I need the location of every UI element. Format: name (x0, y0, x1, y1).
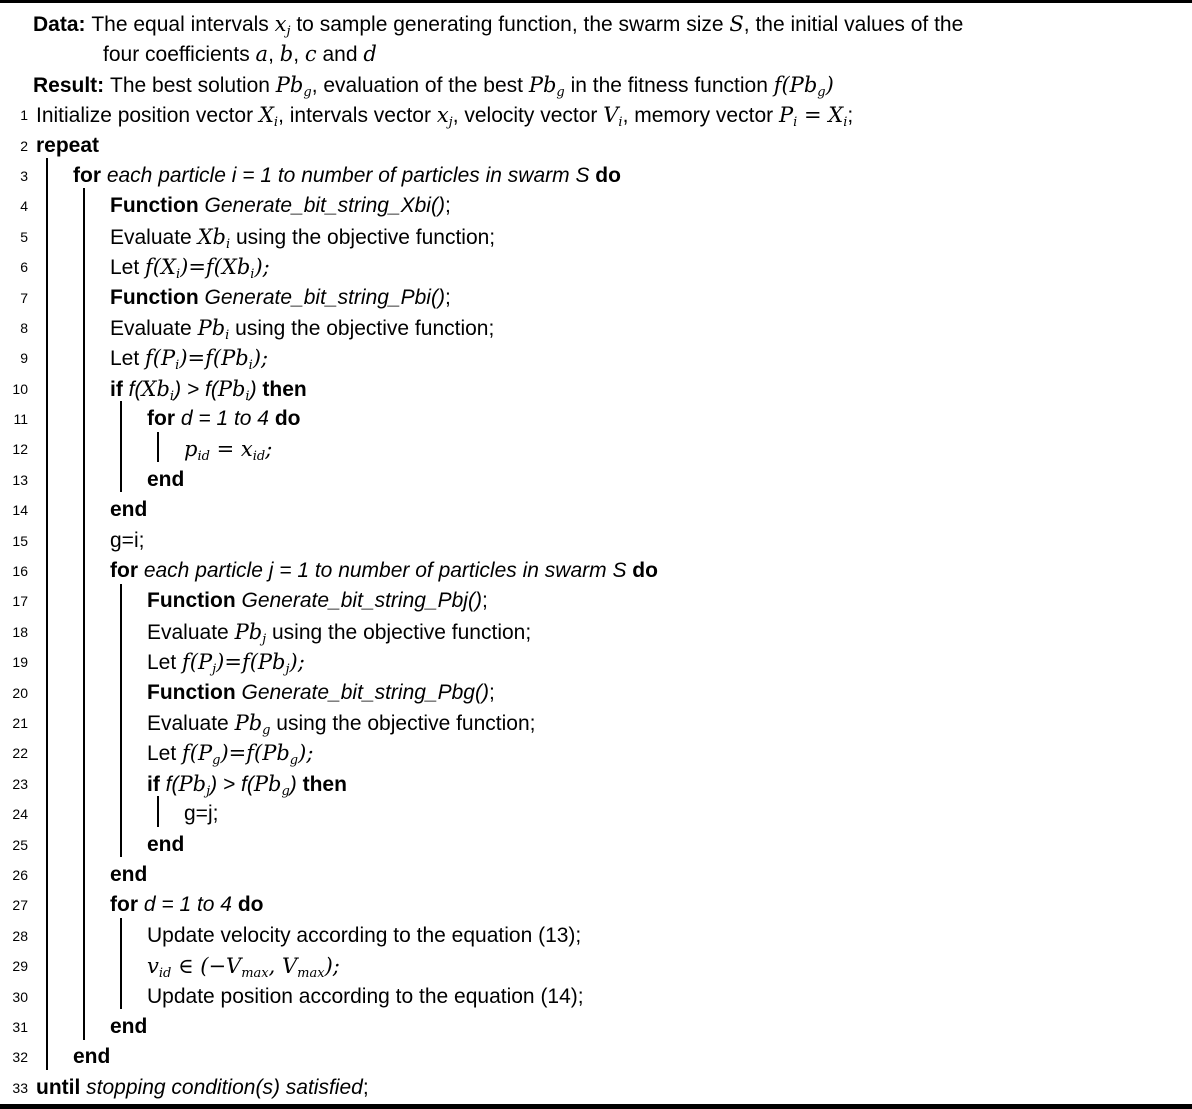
algorithm-line-33 (0, 1073, 1192, 1103)
algorithm-line-21 (0, 708, 1192, 738)
line-number: 30 (12, 988, 28, 1005)
line-number: 31 (12, 1018, 28, 1035)
algorithm-line-12 (0, 434, 1192, 464)
math: S (729, 12, 744, 36)
math: b (279, 42, 294, 67)
text: ; (488, 680, 495, 704)
algorithm-line-5 (0, 222, 1192, 252)
math-subscript: i (175, 358, 180, 374)
line-content (0, 586, 1192, 616)
text: ; (444, 285, 451, 309)
math: Pb (234, 619, 263, 644)
math: d (363, 42, 377, 67)
algorithm-line-7 (0, 283, 1192, 313)
math-subscript: i (225, 327, 230, 343)
math: ) (825, 72, 834, 97)
line-number: 33 (12, 1079, 28, 1096)
math: )=f(Xb (180, 255, 251, 280)
math: ; (265, 437, 273, 462)
keyword: Function (110, 194, 205, 218)
math-subscript: id (197, 449, 210, 465)
math: Pb (275, 72, 304, 97)
math: ∈ (−V (171, 954, 242, 979)
algorithm-line-10 (0, 374, 1192, 404)
line-content (0, 495, 1192, 525)
algorithm-line-23 (0, 769, 1192, 799)
keyword: end (147, 467, 185, 491)
math-subscript: i (169, 388, 175, 404)
text: The equal intervals (91, 13, 275, 36)
keyword: if (147, 772, 166, 796)
math: ); (254, 255, 270, 280)
line-content (0, 921, 1192, 951)
block-rule (120, 584, 122, 858)
line-number: 4 (20, 198, 28, 215)
line-content (0, 769, 1192, 799)
math: P (778, 103, 794, 128)
block-rule (120, 918, 122, 1009)
text: , memory vector (622, 104, 779, 128)
line-number: 14 (12, 502, 28, 519)
math-subscript: g (262, 722, 271, 738)
math: ); (252, 346, 269, 371)
keyword: do (595, 163, 621, 187)
algorithm-line-22 (0, 738, 1192, 768)
text: and (316, 43, 364, 67)
line-number: 16 (12, 563, 28, 580)
math-subscript: j (262, 631, 267, 647)
math-subscript: i (225, 236, 231, 252)
text: Let (147, 651, 183, 675)
math: ); (289, 650, 305, 675)
line-content (0, 647, 1192, 677)
line-content (0, 1042, 1192, 1072)
keyword: repeat (36, 133, 100, 157)
math: Pb (528, 72, 557, 97)
algorithm-line-2 (0, 131, 1192, 161)
italic-text: stopping condition(s) satisfied (86, 1075, 363, 1099)
algorithm-line-30 (0, 982, 1192, 1012)
line-number: 23 (12, 775, 28, 792)
header-line-3 (0, 70, 1192, 100)
math-subscript: id (158, 966, 172, 982)
algorithm-line-6 (0, 252, 1192, 282)
math-subscript: g (817, 84, 826, 100)
math-subscript: j (448, 115, 453, 131)
line-content (0, 161, 1192, 191)
math: ); (324, 954, 340, 979)
text: The best solution (110, 73, 276, 97)
algorithm-line-20 (0, 678, 1192, 708)
keyword: do (632, 559, 658, 583)
line-number: 6 (20, 259, 28, 276)
algorithm-line-32 (0, 1042, 1192, 1072)
keyword: Data: (33, 13, 92, 36)
line-number: 27 (12, 897, 28, 914)
line-content (0, 982, 1192, 1012)
keyword: end (110, 1014, 148, 1038)
math-subscript: i (273, 115, 279, 131)
math: f(P (182, 741, 213, 766)
math-subscript: i (793, 115, 798, 131)
text: , intervals vector (278, 104, 437, 128)
math: Pb (234, 710, 263, 735)
algorithm-line-13 (0, 465, 1192, 495)
math: )=f(Pb (220, 741, 290, 766)
keyword: then (262, 377, 307, 401)
line-number: 29 (12, 958, 28, 975)
line-content (0, 434, 1192, 464)
keyword: Result: (33, 73, 111, 97)
text: , the initial values of the (743, 13, 964, 36)
text: Update position according to the equation (14); (147, 984, 584, 1008)
algorithm-line-1 (0, 100, 1192, 130)
math: Xb (141, 376, 170, 401)
keyword: until (36, 1075, 87, 1099)
algorithm-line-16 (0, 556, 1192, 586)
math-subscript: i (248, 358, 253, 374)
text: Initialize position vector (36, 104, 259, 128)
math: f(Pb (773, 72, 818, 97)
math: Xb (197, 224, 226, 249)
line-content (0, 191, 1192, 221)
algorithm-line-14 (0, 495, 1192, 525)
math: p (184, 437, 198, 462)
line-content (0, 951, 1192, 981)
algorithm-line-17 (0, 586, 1192, 616)
algorithm-rows (0, 3, 1192, 1103)
block-rule (157, 796, 159, 826)
text: , velocity vector (452, 104, 604, 128)
math-subscript: max (297, 966, 325, 982)
italic-text: ) > f( (210, 772, 254, 796)
math: = x (209, 437, 253, 462)
math-subscript: g (303, 84, 312, 100)
italic-text: d = 1 to 4 (143, 893, 238, 917)
math: , V (268, 954, 298, 979)
bottom-rule (0, 1104, 1192, 1109)
italic-text: ) (289, 772, 303, 796)
text: ; (481, 589, 488, 613)
text: Let (147, 742, 183, 766)
keyword: Function (147, 680, 242, 704)
algorithm-line-4 (0, 191, 1192, 221)
math-subscript: g (289, 753, 299, 769)
line-number: 5 (20, 228, 28, 245)
italic-text: ) > f( (174, 377, 218, 401)
line-number: 20 (12, 684, 28, 701)
header-line-1 (0, 9, 1192, 39)
line-number: 18 (12, 623, 28, 640)
italic-text: d = 1 to 4 (180, 407, 275, 431)
keyword: end (110, 498, 148, 522)
line-number: 3 (20, 167, 28, 184)
math-subscript: j (212, 662, 217, 678)
keyword: for (110, 559, 144, 583)
line-content (0, 343, 1192, 373)
line-number: 24 (12, 806, 28, 823)
math-subscript: g (556, 84, 565, 100)
text: ; (362, 1075, 369, 1099)
algorithm-line-8 (0, 313, 1192, 343)
header-line-content (0, 70, 1192, 100)
line-content (0, 100, 1192, 130)
algorithm-line-11 (0, 404, 1192, 434)
keyword: for (110, 893, 144, 917)
line-content (0, 617, 1192, 647)
line-content (0, 830, 1192, 860)
header-line-content (0, 9, 1192, 39)
header-line-2 (0, 39, 1192, 69)
text: Evaluate (147, 620, 235, 644)
line-content (0, 526, 1192, 556)
algorithm-line-25 (0, 830, 1192, 860)
italic-text: f( (165, 772, 179, 796)
math: x (436, 103, 449, 128)
math: a (255, 42, 269, 67)
line-number: 15 (12, 532, 28, 549)
math: )=f(Pb (179, 346, 249, 371)
line-number: 2 (20, 137, 28, 154)
math: Pb (197, 315, 226, 340)
math: f(X (145, 255, 176, 280)
line-number: 7 (20, 289, 28, 306)
italic-text: each particle j = 1 to number of particles in swarm S (143, 559, 633, 583)
italic-text: Generate_bit_string_Pbj() (241, 589, 482, 613)
block-rule (46, 158, 48, 1070)
line-number: 21 (12, 714, 28, 731)
line-number: 26 (12, 866, 28, 883)
math: )=f(Pb (216, 650, 286, 675)
text: g=j; (184, 802, 219, 826)
math: Pb (253, 771, 282, 796)
text: using the objective function; (230, 225, 496, 249)
math: f(P (182, 650, 213, 675)
keyword: end (147, 832, 185, 856)
keyword: then (302, 772, 347, 796)
algorithm-line-15 (0, 526, 1192, 556)
block-rule (157, 432, 159, 462)
line-number: 9 (20, 350, 28, 367)
math-subscript: g (281, 783, 290, 799)
keyword: do (274, 407, 301, 431)
keyword: for (73, 163, 107, 187)
text: Let (110, 347, 146, 371)
line-content (0, 1073, 1192, 1103)
line-content (0, 860, 1192, 890)
math-subscript: max (241, 966, 269, 982)
math: Pb (217, 376, 246, 401)
math-subscript: i (175, 267, 181, 283)
line-number: 32 (12, 1049, 28, 1066)
line-content (0, 374, 1192, 404)
keyword: end (110, 862, 148, 886)
text: using the objective function; (266, 620, 532, 644)
text: Evaluate (110, 225, 198, 249)
text: Evaluate (110, 316, 198, 340)
line-content (0, 556, 1192, 586)
math: c (304, 42, 317, 67)
algorithm-line-3 (0, 161, 1192, 191)
math: X (258, 103, 274, 128)
algorithm-line-9 (0, 343, 1192, 373)
line-content (0, 283, 1192, 313)
line-content (0, 890, 1192, 920)
text: Let (110, 256, 146, 280)
line-content (0, 738, 1192, 768)
algorithm-line-31 (0, 1012, 1192, 1042)
line-number: 10 (12, 380, 28, 397)
line-number: 25 (12, 836, 28, 853)
line-content (0, 131, 1192, 161)
text: in the fitness function (564, 73, 774, 97)
block-rule (120, 401, 122, 492)
math-subscript: j (285, 662, 290, 678)
line-content (0, 799, 1192, 829)
block-rule (83, 188, 85, 1039)
math: V (603, 103, 619, 128)
line-content (0, 708, 1192, 738)
text: four coefficients (103, 43, 256, 67)
math-subscript: i (250, 267, 255, 283)
line-number: 12 (12, 441, 28, 458)
italic-text: ) (249, 377, 263, 401)
italic-text: Generate_bit_string_Pbi() (204, 285, 445, 309)
math: f(P (145, 346, 176, 371)
math: ); (298, 741, 314, 766)
line-number: 11 (13, 411, 28, 428)
text: , (268, 43, 280, 67)
italic-text: f( (128, 377, 142, 401)
math: v (147, 954, 159, 979)
text: , evaluation of the best (311, 73, 529, 97)
italic-text: Generate_bit_string_Pbg() (241, 680, 489, 704)
text: g=i; (110, 528, 145, 552)
text: , (293, 43, 305, 67)
italic-text: Generate_bit_string_Xbi() (204, 194, 445, 218)
math-subscript: i (843, 115, 848, 131)
text: ; (847, 104, 854, 128)
line-content (0, 252, 1192, 282)
math: x (274, 12, 287, 36)
math-subscript: g (212, 753, 221, 769)
line-content (0, 313, 1192, 343)
line-number: 8 (20, 319, 28, 336)
text: to sample generating function, the swarm size (290, 13, 730, 36)
line-number: 13 (12, 471, 28, 488)
algorithm-line-26 (0, 860, 1192, 890)
keyword: for (147, 407, 181, 431)
math: Pb (178, 771, 207, 796)
line-number: 28 (12, 927, 28, 944)
algorithm-line-27 (0, 890, 1192, 920)
math-subscript: i (618, 115, 623, 131)
text: using the objective function; (270, 711, 536, 735)
line-content (0, 678, 1192, 708)
header-line-content (0, 39, 1192, 69)
keyword: do (237, 893, 264, 917)
keyword: if (110, 377, 129, 401)
keyword: Function (110, 285, 205, 309)
algorithm-line-18 (0, 617, 1192, 647)
algorithm-line-29 (0, 951, 1192, 981)
math-subscript: i (245, 388, 250, 404)
line-content (0, 222, 1192, 252)
algorithm-line-24 (0, 799, 1192, 829)
text: Update velocity according to the equation (13); (147, 923, 582, 947)
text: ; (444, 194, 451, 218)
math-subscript: j (286, 24, 291, 39)
line-number: 19 (12, 654, 28, 671)
line-content (0, 404, 1192, 434)
line-content (0, 1012, 1192, 1042)
algorithm-line-19 (0, 647, 1192, 677)
italic-text: each particle i = 1 to number of particles in swarm S (106, 163, 596, 187)
math: = X (797, 103, 844, 128)
math-subscript: id (252, 449, 266, 465)
keyword: end (73, 1045, 111, 1069)
text: Evaluate (147, 711, 235, 735)
line-number: 17 (12, 593, 28, 610)
line-number: 22 (12, 745, 28, 762)
math-subscript: j (206, 783, 211, 799)
algorithm-line-28 (0, 921, 1192, 951)
keyword: Function (147, 589, 242, 613)
line-content (0, 465, 1192, 495)
line-number: 1 (20, 107, 28, 124)
text: using the objective function; (229, 316, 495, 340)
